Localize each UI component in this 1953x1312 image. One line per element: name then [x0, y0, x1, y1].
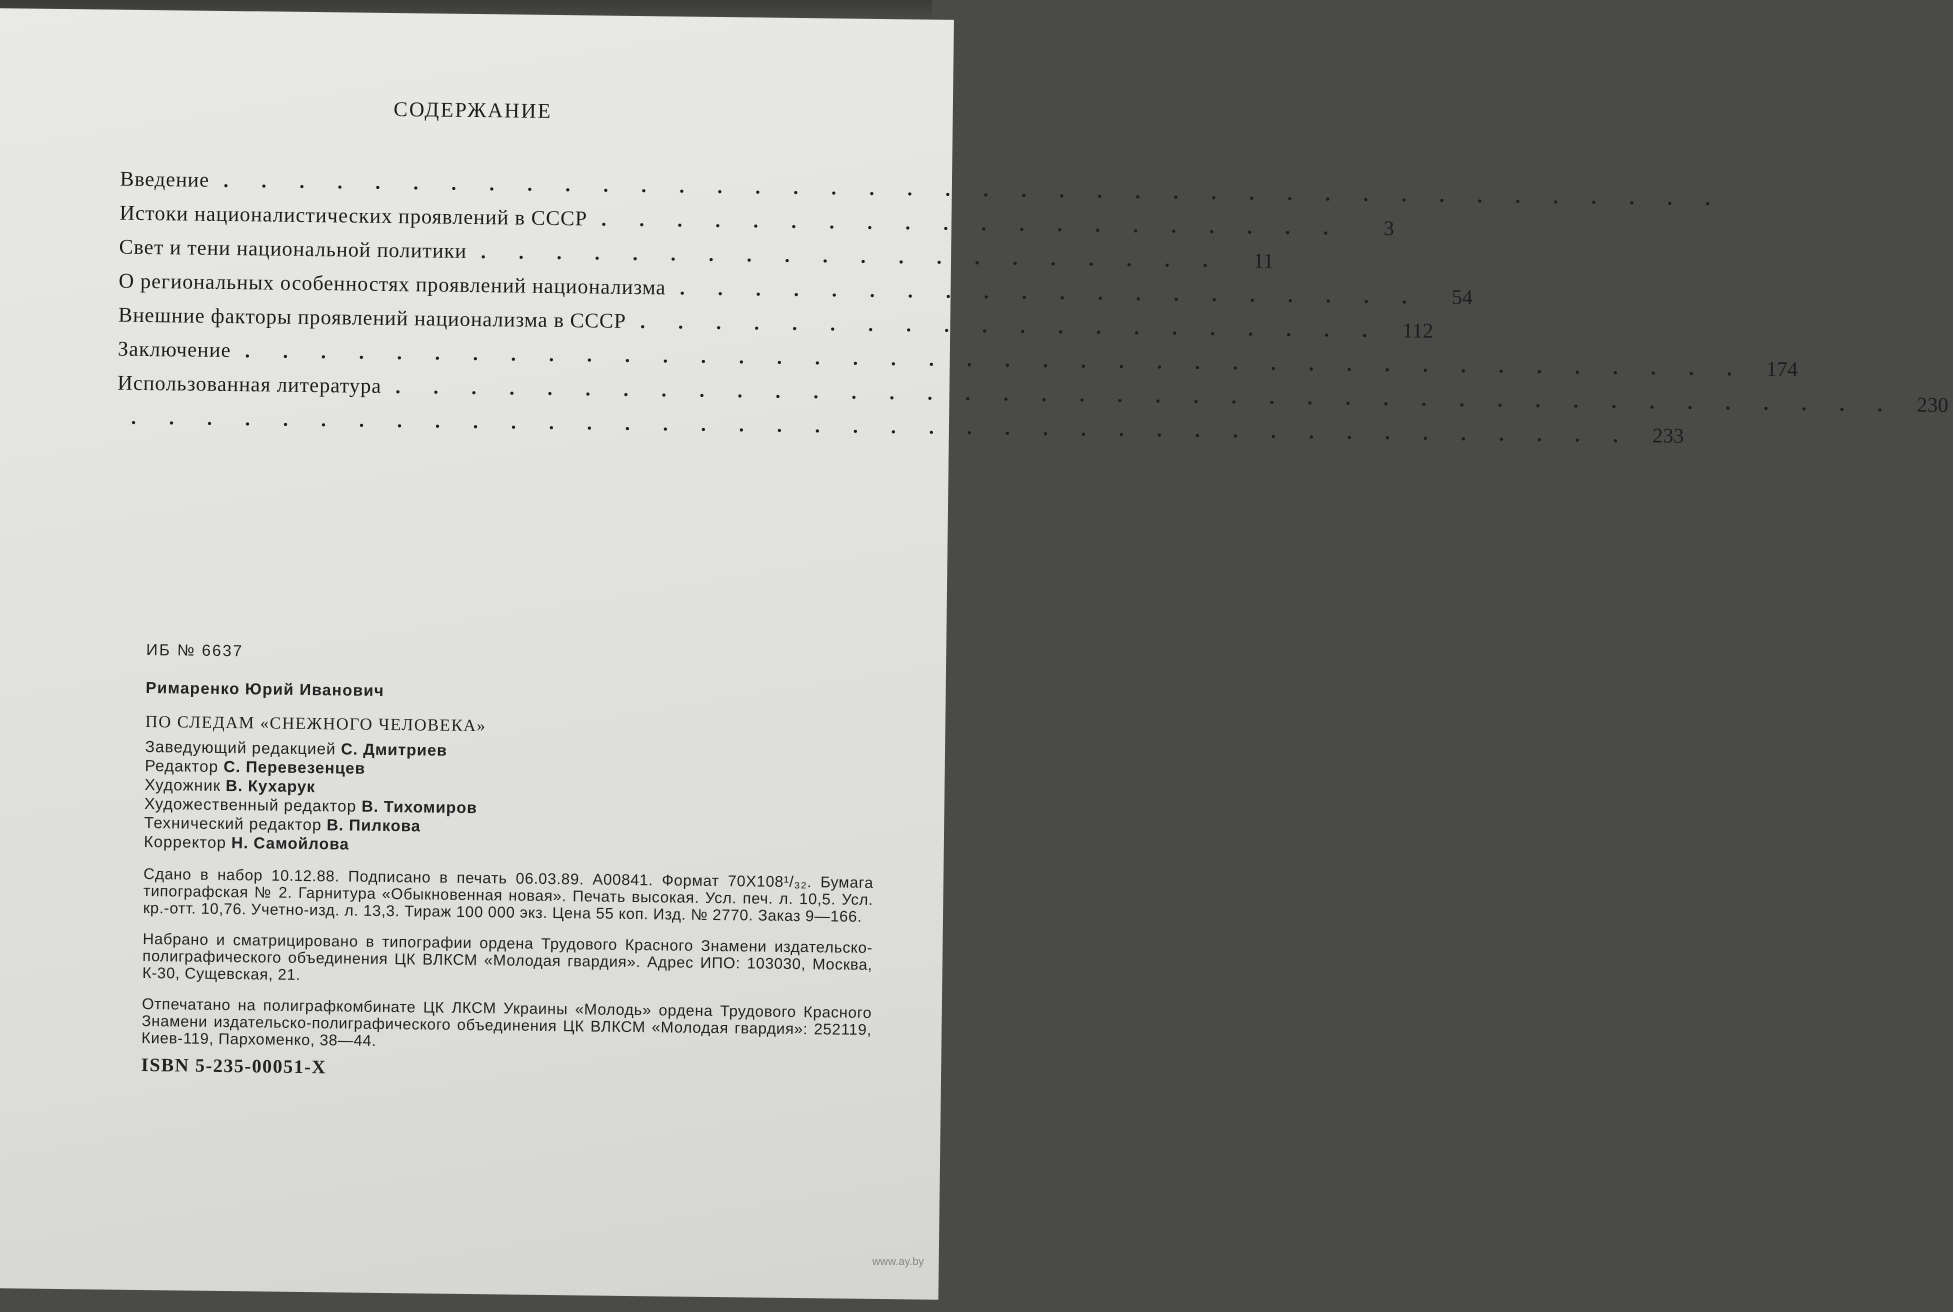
toc-page: 112 — [1393, 313, 1433, 347]
print-details: Сдано в набор 10.12.88. Подписано в печать 06.03.89. А00841. Формат 70Х108¹/₃₂. Бумага типографская № 2. Гарнитура «Обыкновенная новая». Печать высокая. Усл. печ. л. 10,5. Усл. кр.-отт. 10,76. Учетно-изд. л. 13,3. Тираж 100 000 экз. Цена 55 коп. Изд. № 2770. Заказ 9—166. — [143, 866, 874, 926]
toc-label: Использованная литература — [117, 366, 381, 403]
typeset-info: Набрано и сматрицировано в типографии ордена Трудового Красного Знамени издательско-полиграфического объединения ЦК ВЛКСМ «Молодая гвардия». Адрес ИПО: 103030, Москва, К-30, Сущевская, 21. — [142, 931, 873, 991]
toc-leader: . . . . . . . . . . . . . . . . . . . . . . . . . . . . . . . . . . . . . . . . — [245, 334, 1746, 386]
toc-leader: . . . . . . . . . . . . . . . . . . . . — [481, 235, 1222, 278]
isbn: ISBN 5-235-00051-X — [141, 1055, 871, 1086]
watermark: www.ay.by — [872, 1256, 924, 1268]
table-of-contents — [117, 162, 912, 444]
ib-number: ИБ № 6637 — [146, 642, 876, 669]
book-title: ПО СЛЕДАМ «СНЕЖНОГО ЧЕЛОВЕКА» — [145, 712, 875, 741]
toc-label: О региональных особенностях проявлений национализма — [119, 264, 667, 305]
toc-page: 174 — [1758, 352, 1798, 386]
credit-role: Художественный редактор — [144, 796, 356, 816]
toc-leader: . . . . . . . . . . . . . . . . . . . . — [640, 305, 1381, 348]
credit-name: В. Пилкова — [327, 817, 421, 835]
toc-page: 11 — [1234, 243, 1274, 277]
credit-name: В. Кухарук — [226, 778, 316, 796]
credit-name: Н. Самойлова — [231, 835, 349, 853]
contents-title: СОДЕРЖАНИЕ — [0, 92, 953, 129]
toc-page: 233 — [1644, 418, 1684, 452]
toc-page: 230 — [1908, 388, 1948, 422]
toc-label: Введение — [120, 162, 210, 197]
toc-label: Истоки националистических проявлений в СССР — [119, 196, 587, 236]
toc-label: Внешние факторы проявлений национализма в СССР — [118, 298, 626, 338]
toc-leader: . . . . . . . . . . . . . . . . . . . . — [680, 272, 1421, 315]
toc-leader: . . . . . . . . . . . . . . . . . . . . . . . . . . . . . . . . . . . . . . . . — [395, 370, 1896, 422]
toc-leader: . . . . . . . . . . . . . . . . . . . . . . . . . . . . . . . . . . . . . . . . — [131, 401, 1632, 453]
toc-page: 3 — [1354, 211, 1394, 245]
credit-name: В. Тихомиров — [361, 799, 477, 817]
imprint-block — [141, 642, 876, 1086]
book-page — [0, 8, 954, 1300]
credit-role: Заведующий редакцией — [145, 739, 336, 758]
toc-label: Свет и тени национальной политики — [119, 230, 467, 268]
toc-page: 54 — [1433, 280, 1473, 314]
toc-leader: . . . . . . . . . . . . . . . . . . . . . . . . . . . . . . . . . . . . . . . . — [223, 164, 1724, 216]
credit-name: С. Перевезенцев — [223, 759, 365, 778]
toc-label: Заключение — [118, 332, 232, 367]
toc-leader: . . . . . . . . . . . . . . . . . . . . — [601, 203, 1342, 246]
credit-role: Технический редактор — [144, 815, 322, 834]
photo-background — [0, 0, 932, 1272]
credits-list — [144, 738, 875, 861]
printed-info: Отпечатано на полиграфкомбинате ЦК ЛКСМ Украины «Молодь» ордена Трудового Красного Знамени издательско-полиграфического объединения ЦК ВЛКСМ «Молодая гвардия»: 252119, Киев-119, Пархоменко, 38—44. — [141, 996, 872, 1056]
credit-role: Редактор — [145, 758, 219, 776]
credit-name: С. Дмитриев — [341, 741, 447, 759]
credit-role: Корректор — [144, 834, 227, 852]
credit-role: Художник — [144, 777, 220, 795]
author-name: Римаренко Юрий Иванович — [146, 680, 876, 707]
